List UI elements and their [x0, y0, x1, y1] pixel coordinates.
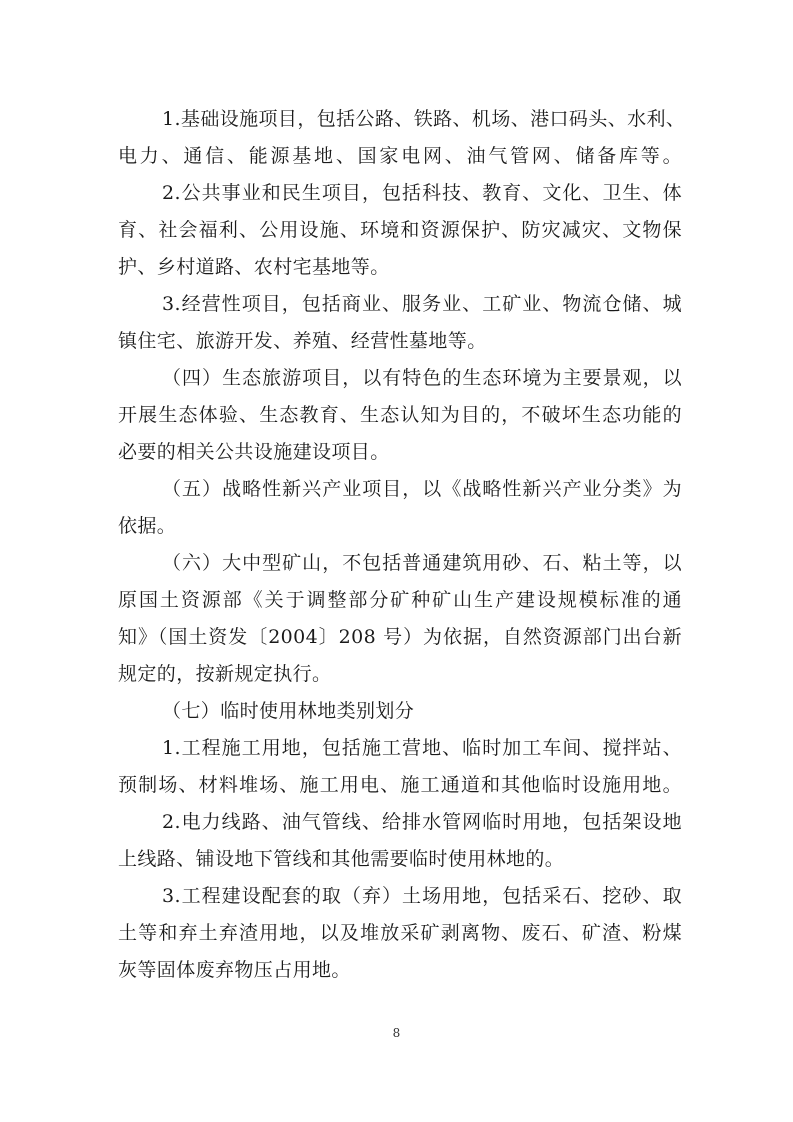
text-line: 2.公共事业和民生项目，包括科技、教育、文化、卫生、体 [162, 182, 682, 204]
text-line: 土等和弃土弃渣用地，以及堆放采矿剥离物、废石、矿渣、粉煤 [118, 922, 682, 944]
text-line: 3.工程建设配套的取（弃）土场用地，包括采石、挖砂、取 [162, 885, 682, 907]
section-heading: （七）临时使用林地类别划分 [162, 700, 415, 722]
text-line: 电力、通信、能源基地、国家电网、油气管网、储备库等。 [118, 145, 682, 167]
text-line: 镇住宅、旅游开发、养殖、经营性墓地等。 [118, 330, 487, 352]
text-line: 上线路、铺设地下管线和其他需要临时使用林地的。 [118, 848, 565, 870]
text-line: 2.电力线路、油气管线、给排水管网临时用地，包括架设地 [162, 811, 682, 833]
text-line: 预制场、材料堆场、施工用电、施工通道和其他临时设施用地。 [118, 774, 682, 796]
text-line: 育、社会福利、公用设施、环境和资源保护、防灾减灾、文物保 [118, 219, 682, 241]
text-line: 依据。 [118, 515, 177, 537]
text-line: 原国土资源部《关于调整部分矿种矿山生产建设规模标准的通 [118, 589, 682, 611]
text-line: 开展生态体验、生态教育、生态认知为目的，不破坏生态功能的 [118, 404, 682, 426]
text-line: 规定的，按新规定执行。 [118, 663, 332, 685]
text-line: 1.工程施工用地，包括施工营地、临时加工车间、搅拌站、 [162, 737, 682, 759]
text-line: 1.基础设施项目，包括公路、铁路、机场、港口码头、水利、 [162, 108, 686, 130]
text-line: 必要的相关公共设施建设项目。 [118, 441, 390, 463]
text-line: 护、乡村道路、农村宅基地等。 [118, 256, 390, 278]
text-line: （四）生态旅游项目，以有特色的生态环境为主要景观，以 [162, 367, 682, 389]
text-line: （五）战略性新兴产业项目，以《战略性新兴产业分类》为 [162, 478, 682, 500]
text-line: 灰等固体废弃物压占用地。 [118, 959, 351, 981]
text-line: （六）大中型矿山，不包括普通建筑用砂、石、粘土等，以 [162, 552, 682, 574]
page-number: 8 [392, 1026, 401, 1040]
text-line: 3.经营性项目，包括商业、服务业、工矿业、物流仓储、城 [162, 293, 682, 315]
text-line: 知》（国土资发〔2004〕208 号）为依据，自然资源部门出台新 [118, 626, 682, 648]
